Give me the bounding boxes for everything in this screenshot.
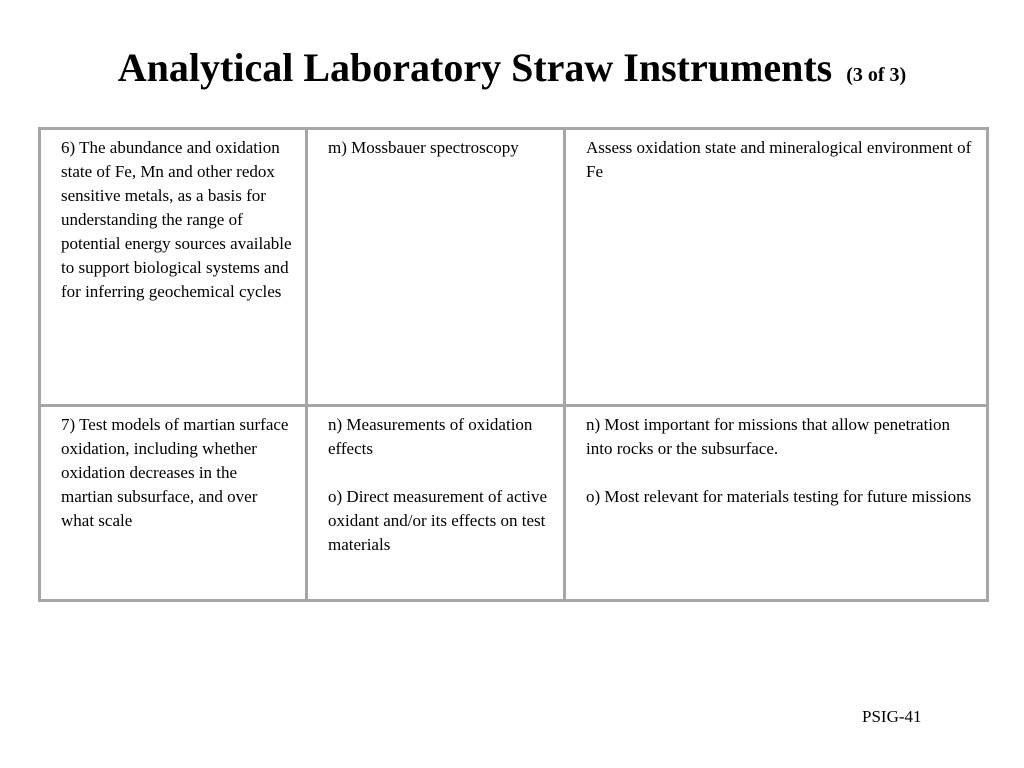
objective-text: 7) Test models of martian surface oxidation, including whether oxidation decreases in the martian subsurface, and over what scale [61, 415, 289, 530]
slide-subtitle: (3 of 3) [846, 64, 907, 86]
instrument-cell [307, 406, 565, 601]
objective-text: 6) The abundance and oxidation state of Fe, Mn and other redox sensitive metals, as a basis for understanding the range of potential energy sources available to support biological systems and for inferring geochemical cycles [61, 138, 292, 301]
instrument-cell [307, 129, 565, 406]
notes-cell [565, 406, 988, 601]
slide-title: Analytical Laboratory Straw Instruments [117, 45, 833, 90]
instruments-table [38, 127, 989, 602]
slide-number: PSIG-41 [862, 707, 922, 726]
objective-cell [40, 406, 307, 601]
notes-text: o) Most relevant for materials testing for future missions [586, 487, 972, 506]
notes-text: n) Most important for missions that allow penetration into rocks or the subsurface. [586, 415, 951, 458]
notes-text: Assess oxidation state and mineralogical environment of Fe [586, 138, 972, 181]
instrument-text: m) Mossbauer spectroscopy [328, 138, 519, 157]
objective-cell [40, 129, 307, 406]
instrument-text: n) Measurements of oxidation effects [328, 415, 533, 458]
table-row [40, 406, 988, 601]
instrument-text: o) Direct measurement of active oxidant and/or its effects on test materials [328, 487, 548, 554]
slide-title-block [0, 40, 1024, 96]
table-row [40, 129, 988, 406]
notes-cell [565, 129, 988, 406]
